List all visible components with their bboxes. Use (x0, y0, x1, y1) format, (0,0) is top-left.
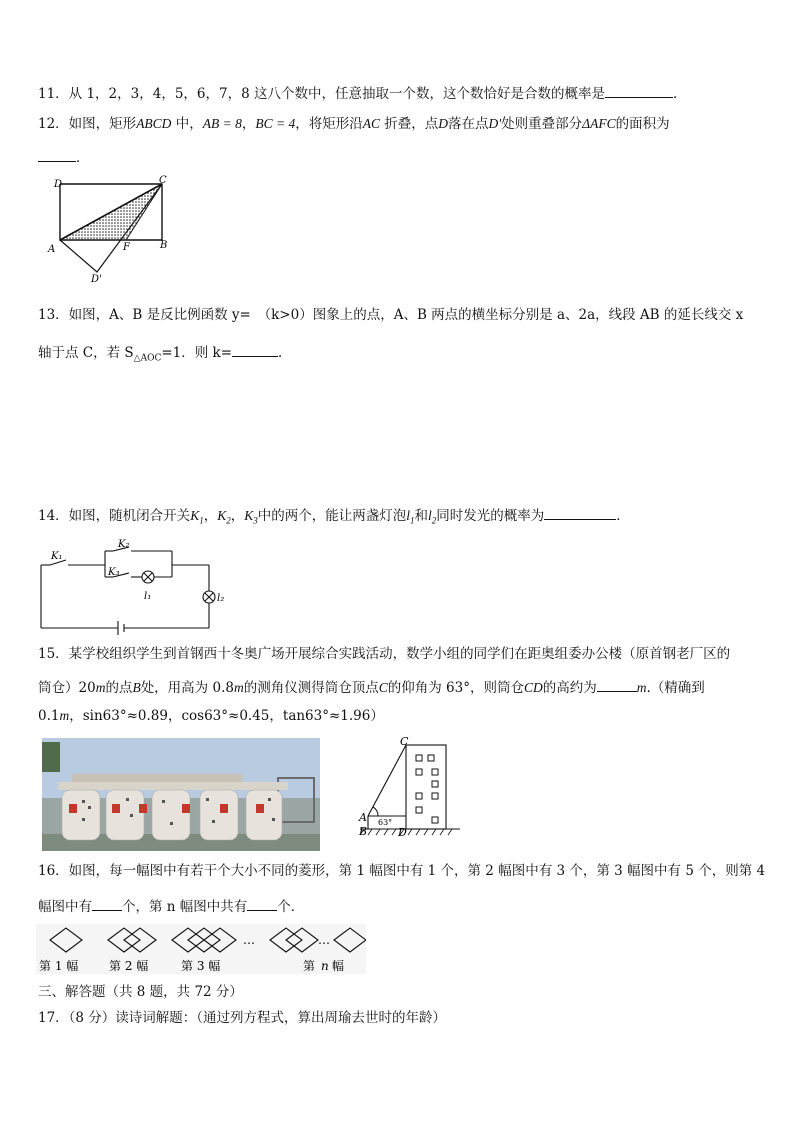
q15-l2c: 处，用高为 0.8 (140, 680, 234, 696)
caption-3: 第 3 幅 (181, 959, 221, 973)
question-16 (38, 862, 765, 880)
q16-l2b: 个，第 n 幅图中共有 (122, 899, 248, 915)
caption-n-post: 幅 (332, 959, 345, 973)
question-15-line2 (38, 677, 705, 697)
q13-line2-post: =1．则 k= (161, 345, 233, 361)
q14-l2-sub: 2 (431, 515, 437, 526)
q14-pre: 14．如图，随机闭合开关 (38, 508, 191, 524)
q14-c1: ， (203, 508, 218, 524)
q15-line1: 15．某学校组织学生到首钢西十冬奥广场开展综合实践活动，数学小组的同学们在距奥组委办公楼（原首钢老厂区的 (38, 646, 731, 662)
label-F: F (123, 242, 130, 253)
question-16-line2 (38, 896, 304, 916)
q17-text: 17．（8 分）读诗词解题：（通过列方程式，算出周瑜去世时的年龄） (38, 1010, 447, 1026)
question-17 (38, 1009, 446, 1027)
q12-d: D (438, 116, 449, 131)
angle-label: 63° (378, 818, 393, 827)
q15-l2g: .（精确到 (646, 680, 705, 696)
label-D: D (398, 826, 407, 839)
label-Dprime: D' (91, 274, 102, 285)
label-C: C (400, 735, 409, 748)
q12-dp: D' (488, 116, 502, 131)
q15-m2: m (233, 680, 244, 695)
q12-ac: AC (362, 116, 380, 131)
q14-post: 同时发光的概率为 (436, 508, 545, 524)
question-13 (38, 306, 743, 324)
q12-mid6: 的面积为 (615, 116, 670, 132)
q14-and: 和 (414, 508, 428, 524)
question-15-line3 (38, 707, 384, 725)
ellipsis-2: … (318, 933, 330, 947)
q15-l2b: 的点 (105, 680, 133, 696)
q15-l2f: 的高约为 (542, 680, 597, 696)
answer-blank-16a[interactable] (92, 896, 122, 911)
q15-l3b: ，sin63°≈0.89，cos63°≈0.45，tan63°≈1.96） (69, 708, 384, 724)
q12-tri: ΔAFC (582, 116, 616, 131)
silo-building-photo (42, 738, 320, 851)
caption-2: 第 2 幅 (109, 959, 149, 973)
rhombus-sequence-figure (36, 924, 366, 974)
label-C: C (159, 175, 167, 186)
q12-mid5: 处则重叠部分 (501, 116, 583, 132)
q14-l1: l (406, 508, 410, 523)
caption-n-pre: 第 (303, 959, 316, 973)
q15-CD: CD (523, 680, 543, 695)
q15-m1: m (95, 680, 106, 695)
q13-sub: △AOC (133, 353, 162, 364)
q12-pre: 12．如图，矩形 (38, 116, 137, 132)
q14-k3-sub: 3 (253, 515, 258, 526)
q12-mid2: ，将矩形沿 (295, 116, 363, 132)
q14-l2: l (428, 508, 432, 523)
answer-blank-12[interactable] (38, 147, 76, 162)
question-12-line2 (38, 147, 90, 167)
q15-m3: m (636, 680, 647, 695)
q15-l2d: 的测角仪测得筒仓顶点 (243, 680, 379, 696)
elevation-angle-figure (352, 733, 464, 841)
q14-k3: K (244, 508, 254, 523)
q15-C: C (378, 680, 388, 695)
ellipsis-1: … (243, 933, 255, 947)
section3-title: 三、解答题（共 8 题，共 72 分） (38, 984, 243, 1000)
q14-k1: K (190, 508, 200, 523)
q12-mid1: 中， (171, 116, 203, 132)
q11-text: 11．从 1，2，3，4，5，6，7，8 这八个数中，任意抽取一个数，这个数恰好是合数的概率是 (38, 86, 605, 102)
q13-end: ． (278, 345, 292, 361)
label-D: D (54, 179, 63, 190)
label-l1: l₁ (144, 591, 152, 602)
q14-k1-sub: 1 (199, 515, 204, 526)
label-A: A (48, 244, 56, 255)
q14-mid: 中的两个，能让两盏灯泡 (257, 508, 407, 524)
question-11 (38, 83, 686, 103)
answer-blank-13[interactable] (232, 342, 278, 357)
q12-mid4: 落在点 (448, 116, 489, 132)
label-B: B (359, 825, 368, 838)
q15-l3a: 0.1 (38, 708, 60, 724)
question-15 (38, 645, 730, 663)
q12-sep: ， (241, 116, 256, 132)
q12-end: ． (76, 150, 90, 166)
answer-blank-11[interactable] (605, 83, 673, 98)
q14-k2: K (217, 508, 227, 523)
label-K1: K₁ (51, 551, 63, 562)
q12-eq2: BC = 4 (255, 116, 296, 131)
q13-line2-pre: 轴于点 C，若 S (38, 345, 134, 361)
caption-1: 第 1 幅 (39, 959, 79, 973)
q12-rect: ABCD (136, 116, 172, 131)
label-A: A (359, 811, 367, 824)
q15-m4: m (59, 708, 70, 723)
q14-k2-sub: 2 (226, 515, 231, 526)
q14-end: ． (616, 508, 630, 524)
q14-c2: ， (230, 508, 245, 524)
q15-l2a: 筒仓）20 (38, 680, 96, 696)
q14-l1-sub: 1 (410, 515, 415, 526)
caption-n: n (321, 959, 329, 973)
question-14 (38, 505, 630, 530)
answer-blank-16b[interactable] (247, 896, 277, 911)
label-B: B (160, 240, 168, 251)
question-12 (38, 115, 670, 133)
label-l2: l₂ (217, 593, 225, 604)
question-13-line2 (38, 342, 292, 368)
q16-l2a: 幅图中有 (38, 899, 92, 915)
q11-end: ． (672, 86, 687, 102)
circuit-figure (38, 537, 228, 635)
label-K3: K₃ (108, 567, 120, 578)
answer-blank-14[interactable] (544, 505, 616, 520)
answer-blank-15[interactable] (597, 677, 637, 692)
q12-eq1: AB = 8 (202, 116, 242, 131)
q16-l2c: 个． (277, 899, 305, 915)
rectangle-fold-figure (42, 174, 177, 286)
q13-line1: 13．如图，A、B 是反比例函数 y= （k>0）图象上的点，A、B 两点的横坐标分别是 a、2a，线段 AB 的延长线交 x (38, 307, 744, 323)
q12-mid3: 折叠，点 (379, 116, 439, 132)
q15-B: B (132, 680, 141, 695)
q16-line1: 16．如图，每一幅图中有若干个大小不同的菱形，第 1 幅图中有 1 个，第 2 幅图中有 3 个，第 3 幅图中有 5 个，则第 4 (38, 863, 766, 879)
label-K2: K₂ (118, 539, 130, 550)
section-heading (38, 983, 243, 1001)
q15-l2e: 的仰角为 63°，则筒仓 (387, 680, 524, 696)
